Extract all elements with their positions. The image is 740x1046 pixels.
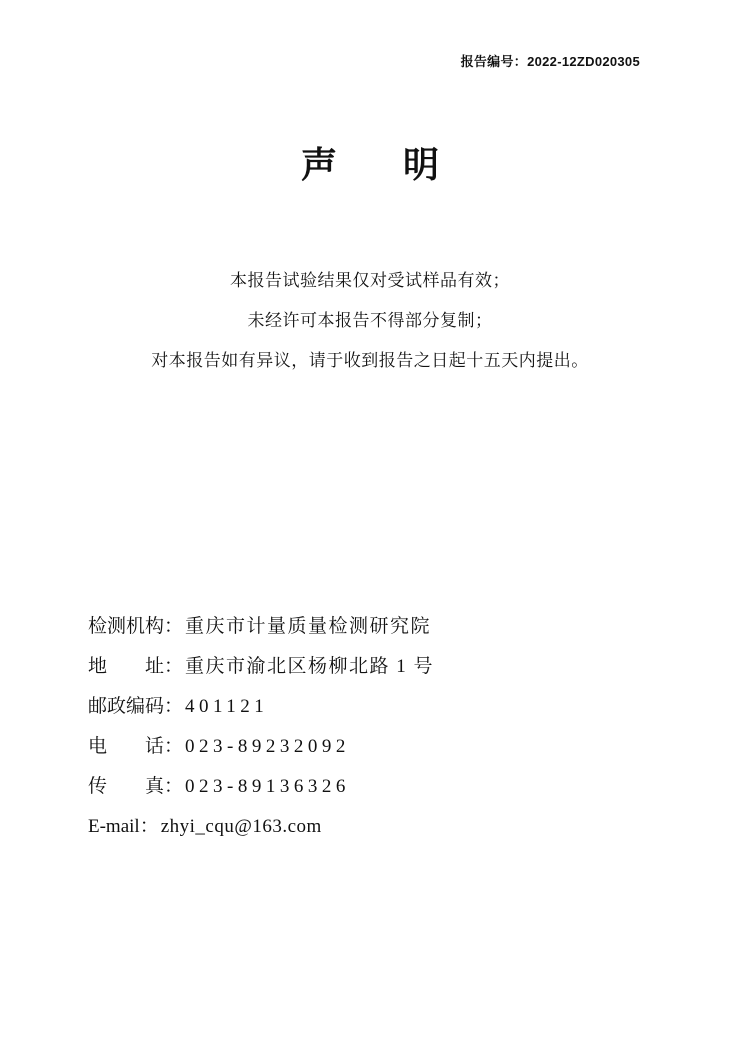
contact-value: 401121 <box>185 696 269 717</box>
contact-value: zhyi_cqu@163.com <box>160 816 322 837</box>
contact-label <box>88 647 164 687</box>
contact-label <box>88 687 164 727</box>
contact-label-char: 真 <box>144 776 164 797</box>
contact-row <box>88 687 434 727</box>
contact-row <box>88 607 434 647</box>
title-char: 声 <box>300 145 337 185</box>
title-char: 明 <box>403 145 440 185</box>
contact-colon: ： <box>164 616 184 637</box>
contact-value: 重庆市计量质量检测研究院 <box>185 616 432 637</box>
contact-label-char: 址 <box>144 656 164 677</box>
contact-row <box>88 727 434 767</box>
contact-label: E-mail <box>88 816 140 837</box>
contact-colon: ： <box>164 736 184 757</box>
contact-value: 重庆市渝北区杨柳北路 1 号 <box>185 656 435 677</box>
contact-label-char: 编 <box>126 696 146 717</box>
contact-label-char: 机 <box>126 616 146 637</box>
contact-label-char: 测 <box>107 616 127 637</box>
contact-label-char: 电 <box>88 736 108 757</box>
report-number-label: 报告编号： <box>460 54 528 69</box>
contact-label-char: 政 <box>107 696 127 717</box>
report-number-value: 2022-12ZD020305 <box>527 54 640 69</box>
contact-value: 023-89136326 <box>185 776 350 797</box>
contact-label-char: 检 <box>88 616 108 637</box>
declaration-line: 未经许可本报告不得部分复制； <box>247 311 493 330</box>
contact-label-char: 码 <box>145 696 165 717</box>
report-number <box>461 51 640 70</box>
contact-label-char: 构 <box>145 616 165 637</box>
declaration-line: 对本报告如有异议，请于收到报告之日起十五天内提出。 <box>151 351 589 370</box>
declaration-line: 本报告试验结果仅对受试样品有效； <box>230 271 510 290</box>
contact-label <box>88 727 164 767</box>
contact-value: 023-89232092 <box>185 736 350 757</box>
contact-colon: ： <box>164 776 184 797</box>
contact-label-char: 话 <box>144 736 164 757</box>
contact-colon: ： <box>139 816 159 837</box>
contact-colon: ： <box>164 696 184 717</box>
contact-label <box>88 607 164 647</box>
contact-info <box>88 607 434 847</box>
contact-label-char: 传 <box>88 776 108 797</box>
contact-label-char: 地 <box>88 656 108 677</box>
contact-label <box>88 767 164 807</box>
declaration-text <box>0 261 740 381</box>
contact-label-char: 邮 <box>88 696 108 717</box>
contact-row <box>88 647 434 687</box>
contact-colon: ： <box>164 656 184 677</box>
contact-row <box>88 807 434 847</box>
contact-row <box>88 767 434 807</box>
page-title <box>0 144 740 187</box>
